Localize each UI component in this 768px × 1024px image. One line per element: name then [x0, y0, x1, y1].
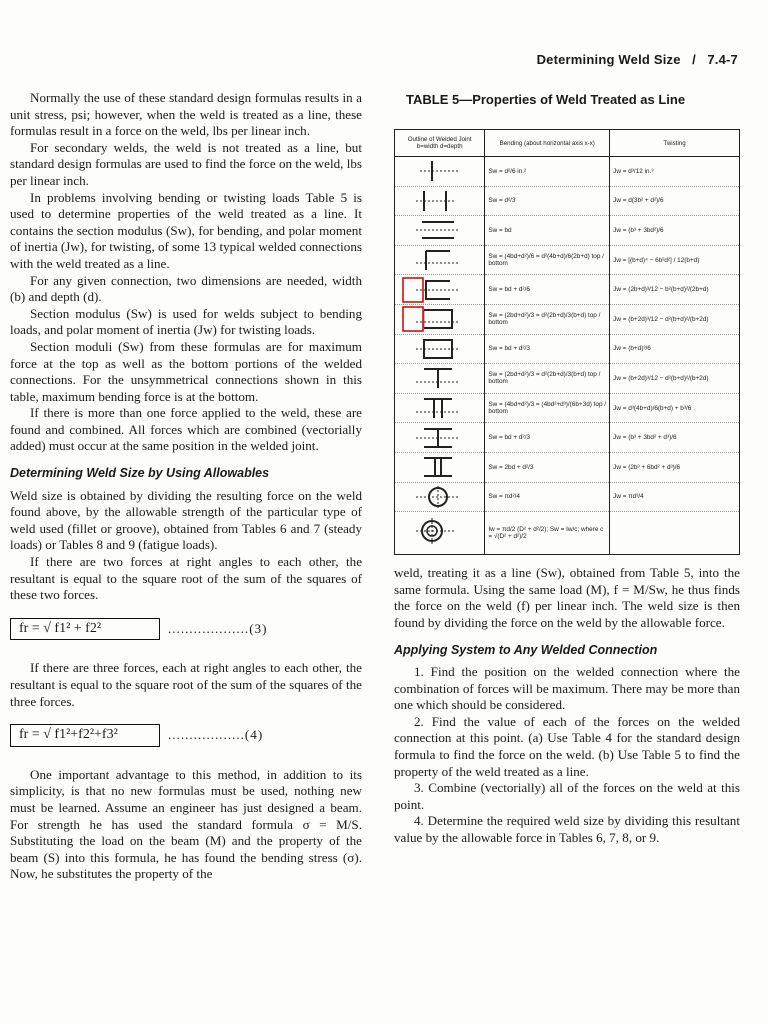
twisting-cell: Jw = [(b+d)⁴ − 6b²d²] / 12(b+d) — [610, 245, 740, 275]
joint-outline-cell — [395, 512, 485, 555]
weld-joint-sketch-icon — [402, 454, 478, 480]
twisting-cell: Jw = (b³ + 3bd² + d³)/6 — [610, 423, 740, 453]
joint-outline-cell — [395, 216, 485, 246]
joint-outline-cell — [395, 275, 485, 305]
table-row — [395, 304, 740, 334]
twisting-cell: Jw = (b+2d)³/12 − d²(b+d)²/(b+2d) — [610, 304, 740, 334]
bending-cell: Sw = (2bd+d²)/3 = d²(2b+d)/3(b+d) top / bottom — [485, 304, 610, 334]
table-row — [395, 482, 740, 512]
joint-outline-cell — [395, 304, 485, 334]
joint-outline-cell — [395, 364, 485, 394]
table-row — [395, 186, 740, 216]
twisting-cell: Jw = (b+d)³/6 — [610, 334, 740, 364]
formula-number: ..................(4) — [168, 727, 264, 743]
paragraph: One important advantage to this method, in addition to its simplicity, is that no new formulas must be used, nothing new must be learned. Assume an engineer has just designed a beam. For strength he has used the standard formula σ = M/S. Substituting the load on the beam (M) and the property of the beam (S) into this formula, he has found the bending stress (σ). Now, he substitutes the property of the — [10, 766, 362, 882]
table-title: TABLE 5—Properties of Weld Treated as Line — [406, 92, 686, 107]
joint-outline-cell — [395, 482, 485, 512]
twisting-cell: Jw = πd³/4 — [610, 482, 740, 512]
bending-cell: Sw = πd²/4 — [485, 482, 610, 512]
paragraph: Weld size is obtained by dividing the resulting force on the weld found above, by the allowable strength of the particular type of weld used (fillet or groove), obtained from Tables 6 and 7 (steady loads) or Tables 8 and 9 (fatigue loads). — [10, 487, 362, 553]
bending-cell: Sw = bd — [485, 216, 610, 246]
bending-cell: Sw = d²/6 in.² — [485, 157, 610, 187]
step: 3. Combine (vectorially) all of the forces on the weld at this point. — [394, 780, 740, 812]
step: 2. Find the value of each of the forces on the welded connection at this point. (a) Use Table 4 for the standard design formula to find the force on the weld. (b) Use Table 5 to find the property of the weld treated as a line. — [394, 713, 740, 779]
paragraph: In problems involving bending or twisting loads Table 5 is used to determine properties of the weld treated as a line. It contains the section modulus (Sw), for bending, and polar moment of inertia (Jw), for twisting, of some 13 typical welded connections with the weld treated as a line. — [10, 189, 362, 271]
paragraph: Section moduli (Sw) from these formulas are for maximum force at the top as well as the bottom portions of the welded connections. For the unsymmetrical connections shown in this table, maximum bending force is at the bottom. — [10, 338, 362, 404]
twisting-cell: Jw = (b³ + 3bd²)/6 — [610, 216, 740, 246]
bending-cell: Sw = bd + d²/6 — [485, 275, 610, 305]
weld-joint-sketch-icon — [402, 277, 478, 303]
paragraph: For any given connection, two dimensions are needed, width (b) and depth (d). — [10, 272, 362, 305]
weld-joint-sketch-icon — [402, 217, 478, 243]
weld-joint-sketch-icon — [402, 395, 478, 421]
joint-outline-cell — [395, 157, 485, 187]
joint-outline-cell — [395, 452, 485, 482]
weld-joint-sketch-icon — [402, 306, 478, 332]
joint-outline-cell — [395, 423, 485, 453]
weld-joint-sketch-icon — [402, 484, 478, 510]
bending-cell: Sw = d²/3 — [485, 186, 610, 216]
header-separator: / — [692, 52, 696, 67]
paragraph: If there are two forces at right angles to each other, the resultant is equal to the square root of the sum of the squares of these two forces. — [10, 554, 362, 603]
twisting-cell: Jw = d³(4b+d)/6(b+d) + b³/6 — [610, 393, 740, 423]
table-header-outline: Outline of Welded Joint b=width d=depth — [395, 130, 485, 157]
table-row — [395, 334, 740, 364]
section-heading: Applying System to Any Welded Connection — [394, 642, 658, 657]
running-title: Determining Weld Size — [536, 52, 681, 67]
formula-box: fr = √ f1² + f2² — [10, 618, 160, 641]
table-row — [395, 364, 740, 394]
left-column — [10, 90, 362, 883]
right-column — [394, 92, 740, 847]
paragraph: If there is more than one force applied to the weld, these are found and combined. All forces which are combined (vectorially added) must occur at the same position in the welded joint. — [10, 405, 362, 454]
twisting-cell: Jw = d³/12 in.³ — [610, 157, 740, 187]
table-row — [395, 423, 740, 453]
bending-cell: Sw = (2bd+d²)/3 = d²(2b+d)/3(b+d) top / bottom — [485, 364, 610, 394]
formula-number: ...................(3) — [168, 620, 268, 636]
weld-joint-sketch-icon — [402, 365, 478, 391]
bending-cell: Sw = (4bd+d²)/6 = d²(4b+d)/6(2b+d) top / bottom — [485, 245, 610, 275]
formula-box: fr = √ f1²+f2²+f3² — [10, 724, 160, 747]
joint-outline-cell — [395, 393, 485, 423]
weld-joint-sketch-icon — [402, 247, 478, 273]
table-header-twisting: Twisting — [610, 130, 740, 157]
twisting-cell — [610, 512, 740, 555]
twisting-cell: Jw = (2b+d)³/12 − b²(b+d)²/(2b+d) — [610, 275, 740, 305]
joint-outline-cell — [395, 334, 485, 364]
table-row — [395, 245, 740, 275]
table-row — [395, 512, 740, 555]
joint-outline-cell — [395, 245, 485, 275]
paragraph: For secondary welds, the weld is not treated as a line, but standard design formulas are used to find the force on the weld, lbs per linear inch. — [10, 139, 362, 188]
twisting-cell: Jw = d(3b² + d²)/6 — [610, 186, 740, 216]
step: 4. Determine the required weld size by dividing this resultant value by the allowable force in Tables 6, 7, 8, or 9. — [394, 813, 740, 846]
table-header-bending: Bending (about horizontal axis x-x) — [485, 130, 610, 157]
table-row — [395, 275, 740, 305]
paragraph: Section modulus (Sw) is used for welds subject to bending loads, and polar moment of inertia (Jw) for twisting loads. — [10, 305, 362, 338]
step: 1. Find the position on the welded connection where the combination of forces will be maximum. There may be more than one which should be considered. — [394, 664, 740, 713]
paragraph: weld, treating it as a line (Sw), obtained from Table 5, into the same formula. Using the same load (M), f = M/Sw, he thus finds the force on the weld (f) per linear inch. The weld size is then found by dividing the force on the weld by the allowable force. — [394, 565, 740, 630]
running-header — [537, 52, 738, 67]
twisting-cell: Jw = (2b³ + 6bd² + d³)/6 — [610, 452, 740, 482]
bending-cell: Sw = bd + d²/3 — [485, 423, 610, 453]
weld-joint-sketch-icon — [402, 336, 478, 362]
bending-cell: Sw = 2bd + d²/3 — [485, 452, 610, 482]
weld-joint-sketch-icon — [402, 516, 478, 550]
bending-cell: Sw = bd + d²/3 — [485, 334, 610, 364]
formula-3 — [10, 618, 362, 641]
table-row — [395, 452, 740, 482]
joint-outline-cell — [395, 186, 485, 216]
paragraph: If there are three forces, each at right angles to each other, the resultant is equal to the square root of the sum of the squares of the three forces. — [10, 660, 362, 709]
bending-cell: Sw = (4bd+d²)/3 = (4bd²+d³)/(6b+3d) top / bottom — [485, 393, 610, 423]
weld-joint-sketch-icon — [402, 425, 478, 451]
twisting-cell: Jw = (b+2d)³/12 − d²(b+d)²/(b+2d) — [610, 364, 740, 394]
table-row — [395, 393, 740, 423]
weld-joint-sketch-icon — [402, 158, 478, 184]
paragraph: Normally the use of these standard design formulas results in a unit stress, psi; however, when the weld is treated as a line, these formulas result in a force on the weld, lbs per linear inch. — [10, 90, 362, 139]
weld-properties-table — [394, 129, 740, 555]
bending-cell: Iw = πd/2 (D² + d²/2); Sw = Iw/c; where c = √(D² + d²)/2 — [485, 512, 610, 555]
table-row — [395, 157, 740, 187]
table-row — [395, 216, 740, 246]
section-heading: Determining Weld Size by Using Allowables — [10, 466, 270, 481]
weld-joint-sketch-icon — [402, 188, 478, 214]
page-number: 7.4-7 — [707, 52, 738, 67]
formula-4 — [10, 724, 362, 747]
